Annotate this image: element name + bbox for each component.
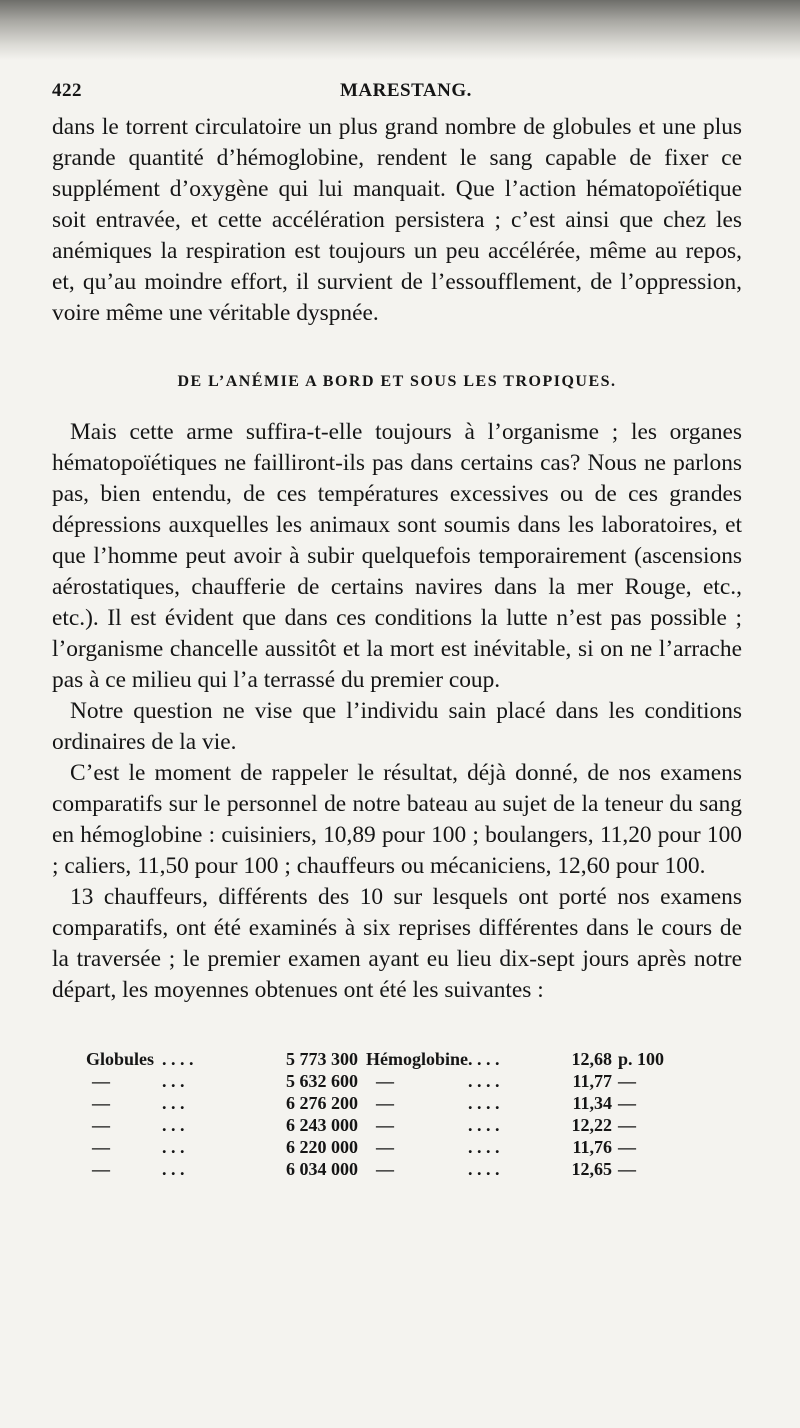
- globules-value: 6 220 000: [286, 1136, 358, 1157]
- hemoglobin-label: —: [376, 1114, 394, 1135]
- row-label: —: [92, 1070, 110, 1091]
- paragraph-5: 13 chauffeurs, différents des 10 sur lesquels ont porté nos examens comparatifs, ont été examinés à six reprises différentes dans le cours de la traversée ; le premier examen ayant eu lieu dix-sept jours après notre départ, les moyennes obtenues ont été les suivantes :: [52, 884, 742, 1003]
- globules-value: 5 632 600: [286, 1070, 358, 1091]
- hemoglobin-value: 11,76: [572, 1136, 612, 1157]
- unit: —: [618, 1092, 636, 1113]
- table-row: [86, 1092, 678, 1114]
- hemoglobin-label: —: [376, 1092, 394, 1113]
- leader-dots: . . . .: [468, 1136, 500, 1157]
- row-label: —: [92, 1092, 110, 1113]
- globules-value: 6 034 000: [286, 1158, 358, 1179]
- row-label: —: [92, 1136, 110, 1157]
- paragraph-3: Notre question ne vise que l’individu sain placé dans les conditions ordinaires de la vie.: [52, 698, 742, 755]
- unit: —: [618, 1136, 636, 1157]
- paragraph-4: C’est le moment de rappeler le résultat, déjà donné, de nos examens comparatifs sur le personnel de notre bateau au sujet de la teneur du sang en hémoglobine : cuisiniers, 10,89 pour 100 ; boulangers, 11,20 pour 100 ; caliers, 11,50 pour 100 ; chauffeurs ou mécaniciens, 12,60 pour 100.: [52, 760, 742, 879]
- hemoglobin-label: —: [376, 1136, 394, 1157]
- hemoglobin-label: Hémoglobine: [366, 1048, 468, 1069]
- unit: p. 100: [618, 1048, 665, 1069]
- paragraph-2: Mais cette arme suffira-t-elle toujours à l’organisme ; les organes hématopoïétiques ne failliront-ils pas dans certains cas? Nous ne parlons pas, bien entendu, de ces températures excessives ou de ces grandes dépressions auxquelles les animaux sont soumis dans les laboratoires, et que l’homme peut avoir à subir quelquefois temporairement (ascensions aérostatiques, chaufferie de certains navires dans la mer Rouge, etc., etc.). Il est évident que dans ces conditions la lutte n’est pas possible ; l’organisme chancelle aussitôt et la mort est inévitable, si on ne l’arrache pas à ce milieu qui l’a terrassé du premier coup.: [52, 419, 742, 693]
- hemoglobin-value: 11,34: [572, 1092, 612, 1113]
- table-row: [86, 1048, 678, 1070]
- hemoglobin-label: —: [376, 1158, 394, 1179]
- table-row: [86, 1158, 678, 1180]
- page-number: 422: [52, 80, 82, 101]
- leader-dots: . . . .: [468, 1048, 500, 1069]
- globules-value: 6 243 000: [286, 1114, 358, 1135]
- row-label: —: [92, 1158, 110, 1179]
- row-label: Globules: [86, 1048, 155, 1069]
- book-page: [52, 72, 742, 1180]
- leader-dots: . . . .: [468, 1158, 500, 1179]
- leader-dots: . . .: [162, 1158, 185, 1179]
- leader-dots: . . .: [162, 1092, 185, 1113]
- table-row: [86, 1114, 678, 1136]
- running-title: MARESTANG.: [340, 80, 472, 101]
- leader-dots: . . . .: [468, 1114, 500, 1135]
- paragraph-1: dans le torrent circulatoire un plus grand nombre de globules et une plus grande quantité d’hémoglobine, rendent le sang capable de fixer ce supplément d’oxygène qui lui manquait. Que l’action hématopoïétique soit entravée, et cette accélération persistera ; c’est ainsi que chez les anémiques la respiration est toujours un peu accélérée, même au repos, et, qu’au moindre effort, il survient de l’essoufflement, de l’oppression, voire même une véritable dyspnée.: [52, 114, 742, 326]
- unit: —: [618, 1158, 636, 1179]
- row-label: —: [92, 1114, 110, 1135]
- results-table: [86, 1048, 678, 1180]
- hemoglobin-value: 11,77: [572, 1070, 612, 1091]
- hemoglobin-label: —: [376, 1070, 394, 1091]
- leader-dots: . . .: [162, 1114, 185, 1135]
- page-header: [52, 72, 742, 112]
- table-row: [86, 1136, 678, 1158]
- unit: —: [618, 1114, 636, 1135]
- leader-dots: . . .: [162, 1070, 185, 1091]
- leader-dots: . . .: [162, 1136, 185, 1157]
- globules-value: 5 773 300: [286, 1048, 358, 1069]
- hemoglobin-value: 12,22: [571, 1114, 612, 1135]
- section-title: DE L’ANÉMIE A BORD ET SOUS LES TROPIQUES.: [177, 373, 617, 390]
- leader-dots: . . . .: [162, 1048, 194, 1069]
- leader-dots: . . . .: [468, 1092, 500, 1113]
- hemoglobin-value: 12,68: [571, 1048, 612, 1069]
- hemoglobin-value: 12,65: [571, 1158, 612, 1179]
- leader-dots: . . . .: [468, 1070, 500, 1091]
- globules-value: 6 276 200: [286, 1092, 358, 1113]
- table-row: [86, 1070, 678, 1092]
- unit: —: [618, 1070, 636, 1091]
- scan-top-shadow: [0, 0, 800, 60]
